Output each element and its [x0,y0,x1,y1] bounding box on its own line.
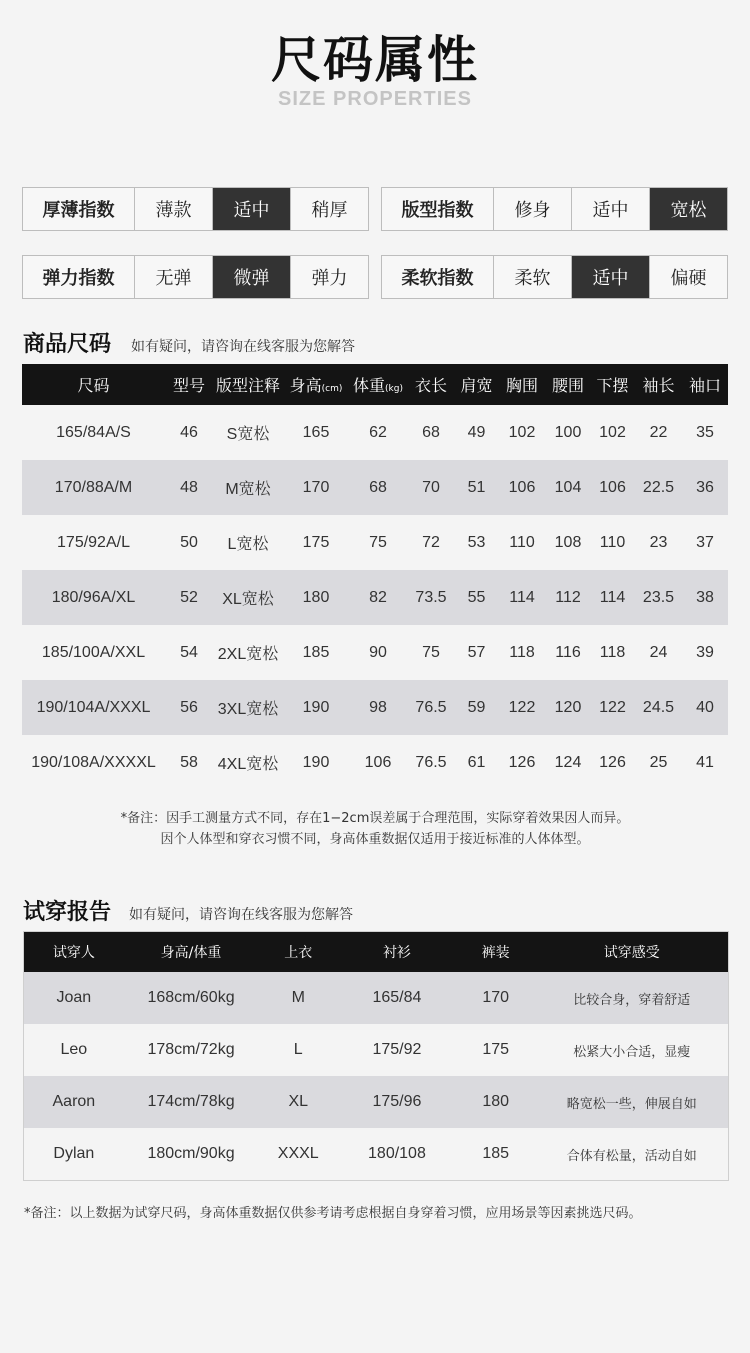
table-cell: 165/84A/S [56,423,131,441]
table-cell: 114 [599,588,626,606]
table-cell: 170 [302,478,330,496]
attr-option: 薄款 [134,188,212,230]
table-row [22,460,728,515]
table-cell: 175 [302,533,330,551]
table-cell: 25 [649,753,668,771]
table-cell: 190 [302,753,330,771]
table-cell: 41 [696,753,714,771]
table-cell: M [291,989,305,1006]
col-header: 衬衫 [382,945,411,961]
table-cell: 185 [482,1145,510,1162]
table-cell: 110 [599,533,626,551]
table-cell: 松紧大小合适，显瘦 [573,1044,691,1060]
table-cell: 185/100A/XXL [41,643,146,661]
table-cell: 180/108 [368,1145,426,1162]
page-subtitle: SIZE PROPERTIES [278,88,472,110]
table-cell: 48 [180,478,198,496]
table-cell: 190/108A/XXXXL [31,753,156,771]
table-cell: 57 [467,643,486,661]
size-note-line2: 因个人体型和穿衣习惯不同，身高体重数据仅适用于接近标准的人体体型。 [160,832,590,847]
size-section-hint: 如有疑问，请咨询在线客服为您解答 [131,339,356,355]
table-cell: 178cm/72kg [147,1041,235,1058]
table-cell: 61 [467,753,486,771]
size-table-header [22,364,728,405]
fit-section-title: 试穿报告 [23,900,112,925]
col-header [283,373,349,396]
table-cell: 112 [555,588,581,606]
col-header: 袖长 [642,376,675,395]
table-cell: 126 [508,753,536,771]
table-cell: 4XL宽松 [217,756,279,773]
col-header: 肩宽 [460,376,493,395]
table-cell: M宽松 [225,481,271,498]
table-cell: 62 [369,423,387,441]
table-cell: Leo [60,1041,88,1058]
table-cell: 175 [482,1041,510,1058]
table-row [22,680,728,735]
table-row [22,515,728,570]
table-row [22,405,728,460]
col-header [349,373,407,396]
table-cell: 168cm/60kg [147,989,235,1006]
table-cell: 190/104A/XXXL [36,698,151,716]
table-cell: 50 [180,533,198,551]
col-header: 尺码 [77,376,110,395]
col-header-unit: (kg) [385,384,403,394]
table-cell: 122 [508,698,536,716]
col-header: 试穿感受 [603,945,660,961]
col-header: 试穿人 [52,945,95,961]
attr-option-active: 适中 [571,256,649,298]
col-header: 裤装 [481,945,510,961]
table-cell: L [293,1041,303,1058]
table-cell: 82 [369,588,387,606]
table-cell: 55 [467,588,486,606]
table-row [22,735,728,790]
table-row [22,625,728,680]
table-cell: 24 [649,643,668,661]
attr-label: 柔软指数 [401,268,474,289]
table-cell: 38 [696,588,714,606]
table-cell: 98 [369,698,387,716]
table-cell: XXXL [277,1145,319,1162]
attr-thickness [22,187,369,231]
fit-section-hint: 如有疑问，请咨询在线客服为您解答 [129,907,354,923]
col-header-text: 体重 [353,376,386,395]
table-cell: 2XL宽松 [217,646,279,663]
table-cell: 58 [180,753,198,771]
table-cell: 180 [302,588,330,606]
table-cell: 76.5 [415,753,447,771]
table-cell: S宽松 [226,426,270,443]
table-cell: 180 [482,1093,510,1110]
table-cell: 180cm/90kg [147,1145,235,1162]
attr-option: 偏硬 [649,256,727,298]
attr-label: 弹力指数 [42,268,115,289]
table-cell: 120 [554,698,582,716]
table-cell: 170 [482,989,510,1006]
table-row [24,1024,728,1076]
attr-fit [381,187,728,231]
table-cell: 23.5 [642,588,675,606]
size-note-line1: *备注：因手工测量方式不同，存在1−2cm误差属于合理范围，实际穿着效果因人而异。 [120,811,630,826]
size-table [22,364,728,790]
fit-table [23,931,729,1181]
table-cell: 略宽松一些，伸展自如 [566,1096,697,1112]
table-cell: 比较合身，穿着舒适 [573,992,691,1008]
table-cell: 175/96 [372,1093,422,1110]
attr-option-active: 微弹 [212,256,290,298]
table-cell: 51 [467,478,486,496]
table-cell: XL宽松 [222,591,274,608]
fit-note: *备注：以上数据为试穿尺码，身高体重数据仅供参考请考虑根据自身穿着习惯，应用场景等因素挑选尺码。 [24,1206,642,1221]
table-row [24,1128,728,1180]
table-cell: 37 [696,533,714,551]
table-cell: 106 [364,753,392,771]
table-cell: Dylan [53,1145,95,1162]
col-header: 版型注释 [215,376,280,395]
table-cell: Joan [56,989,92,1006]
attr-option-active: 宽松 [649,188,727,230]
table-cell: 73.5 [415,588,447,606]
table-cell: 190 [302,698,330,716]
size-section-header [23,327,355,358]
table-cell: 40 [696,698,714,716]
table-cell: 54 [180,643,198,661]
table-cell: 22.5 [642,478,675,496]
table-cell: 175/92 [372,1041,422,1058]
attr-option: 稍厚 [290,188,368,230]
attr-option: 适中 [571,188,649,230]
col-header: 型号 [172,376,205,395]
fit-section-header [23,895,353,926]
table-cell: 106 [599,478,626,496]
table-cell: L宽松 [227,536,269,553]
attr-option: 修身 [493,188,571,230]
table-cell: 102 [599,423,626,441]
table-cell: 72 [422,533,440,551]
page-title: 尺码属性 [271,31,479,89]
table-cell: 53 [467,533,486,551]
col-header: 下摆 [596,376,629,395]
attr-label: 版型指数 [401,200,474,221]
table-cell: 3XL宽松 [217,701,279,718]
size-section-title: 商品尺码 [23,332,112,357]
col-header: 上衣 [284,945,313,961]
table-cell: 174cm/78kg [147,1093,235,1110]
table-cell: 59 [467,698,486,716]
table-cell: 39 [696,643,714,661]
table-row [22,570,728,625]
table-cell: 122 [599,698,626,716]
table-row [24,1076,728,1128]
table-cell: 68 [422,423,440,441]
table-cell: 合体有松量，活动自如 [566,1148,697,1164]
table-cell: 23 [649,533,668,551]
table-cell: 49 [467,423,486,441]
table-cell: 75 [369,533,387,551]
table-cell: 118 [509,643,535,661]
col-header-text: 身高 [289,376,322,395]
table-cell: 36 [696,478,714,496]
attr-elasticity [22,255,369,299]
table-cell: 108 [554,533,582,551]
col-header: 袖口 [688,376,721,395]
fit-table-header [24,932,728,972]
col-header: 衣长 [414,376,447,395]
table-cell: 52 [180,588,198,606]
table-cell: 46 [180,423,198,441]
table-cell: 114 [509,588,535,606]
table-cell: 165/84 [372,989,422,1006]
table-cell: 70 [422,478,440,496]
attr-option-active: 适中 [212,188,290,230]
table-cell: 24.5 [642,698,675,716]
col-header: 胸围 [505,376,538,395]
table-cell: 110 [509,533,535,551]
attr-label: 厚薄指数 [42,200,115,221]
table-cell: XL [288,1093,309,1110]
table-row [24,972,728,1024]
attr-option: 无弹 [134,256,212,298]
table-cell: 185 [302,643,330,661]
table-cell: 35 [696,423,714,441]
table-cell: 180/96A/XL [51,588,136,606]
table-cell: 102 [508,423,536,441]
table-cell: 68 [369,478,387,496]
table-cell: 165 [302,423,330,441]
table-cell: 104 [554,478,582,496]
table-cell: 76.5 [415,698,447,716]
table-cell: 175/92A/L [57,533,130,551]
col-header: 腰围 [551,376,584,395]
table-cell: 118 [599,643,626,661]
table-cell: 170/88A/M [54,478,133,496]
table-cell: 116 [555,643,581,661]
table-cell: 100 [554,423,582,441]
table-cell: 90 [369,643,387,661]
table-cell: 126 [599,753,626,771]
table-cell: 106 [508,478,536,496]
table-cell: Aaron [52,1093,96,1110]
col-header: 身高/体重 [160,945,222,961]
attr-softness [381,255,728,299]
attr-option: 弹力 [290,256,368,298]
attr-option: 柔软 [493,256,571,298]
table-cell: 75 [422,643,440,661]
col-header-unit: (cm) [321,384,343,394]
table-cell: 124 [554,753,582,771]
table-cell: 22 [649,423,668,441]
table-cell: 56 [180,698,198,716]
